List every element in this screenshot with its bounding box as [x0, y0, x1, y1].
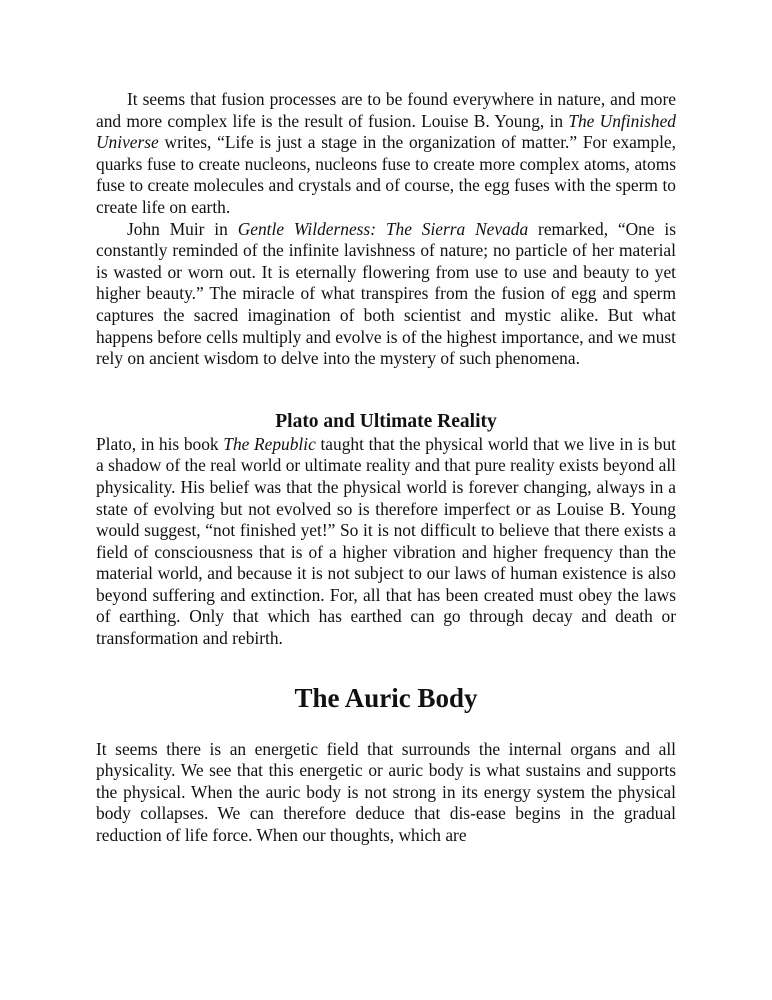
paragraph-text: John Muir in — [127, 218, 238, 239]
book-title: The Unfinished Universe — [96, 110, 676, 153]
paragraph-text: writes, “Life is just a stage in the organization of matter.” For example, quarks fuse to create nucleons, nucleons fuse to create more complex atoms, atoms fuse to create molecules and crystals and of course, the egg fuses with the sperm to create life on earth. — [96, 132, 676, 217]
paragraph-auric-body: It seems there is an energetic field that surrounds the internal organs and all physicality. We see that this energetic or auric body is what sustains and supports the physical. When the auric body is not strong in its energy system the physical body collapses. We can therefore deduce that dis-ease begins in the gradual reduction of life force. When our thoughts, which are — [96, 738, 676, 846]
chapter-heading: The Auric Body — [294, 682, 478, 713]
paragraph-plato — [96, 434, 676, 650]
paragraph-fusion — [96, 89, 676, 219]
paragraph-text: It seems that fusion processes are to be found everywhere in nature, and more and more complex life is the result of fusion. Louise B. Young, in — [96, 89, 676, 131]
book-title: The Republic — [223, 433, 316, 454]
paragraph-text: remarked, “One is constantly reminded of the infinite lavishness of nature; no particle of her material is wasted or worn out. It is eternally flowering from use to use and beauty to yet higher beauty.” The miracle of what transpires from the fusion of egg and sperm captures the sacred imagination of both scientist and mystic alike. But what happens before cells multiply and evolve is of the highest importance, and we must rely on ancient wisdom to delve into the mystery of such phenomena. — [96, 218, 677, 369]
book-title: Gentle Wilderness: The Sierra Nevada — [237, 218, 529, 239]
paragraph-text: Plato, in his book — [96, 433, 224, 454]
page-body — [96, 89, 676, 847]
paragraph-text: taught that the physical world that we live in is but a shadow of the real world or ultimate reality and that pure reality exists beyond all physicality. His belief was that the physical world is forever changing, always in a state of evolving but not evolved so is therefore imperfect or as Louise B. Young would suggest, “not finished yet!” So it is not difficult to believe that there exists a field of consciousness that is of a higher vibration and higher frequency than the material world, and because it is not subject to our laws of human existence is also beyond suffering and extinction. For, all that has been created must obey the laws of earthing. Only that which has earthed can go through decay and death or transformation and rebirth. — [96, 433, 676, 649]
section-heading: Plato and Ultimate Reality — [275, 410, 497, 432]
paragraph-john-muir — [96, 219, 676, 370]
